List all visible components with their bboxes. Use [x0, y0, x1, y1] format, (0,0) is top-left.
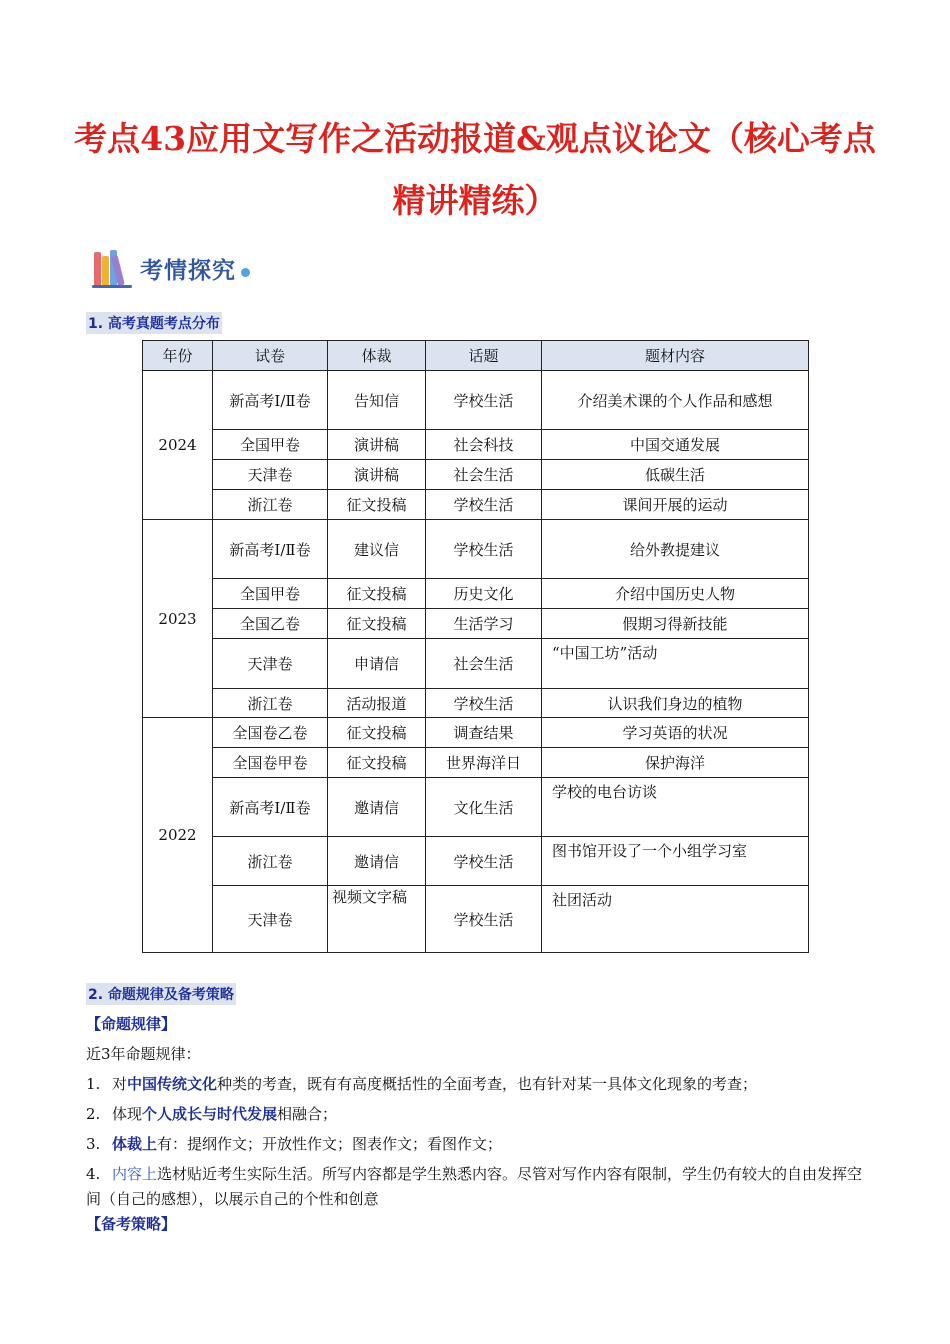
- genre-cell: 征文投稿: [328, 748, 426, 778]
- table-header-row: [143, 341, 809, 371]
- table-row: [143, 490, 809, 520]
- table-row: [143, 689, 809, 718]
- rules-label: [86, 1012, 876, 1037]
- content-cell: 低碳生活: [542, 460, 809, 490]
- genre-cell: 建议信: [328, 520, 426, 579]
- topic-cell: 学校生活: [426, 371, 542, 430]
- dot-icon: [241, 268, 250, 277]
- books-icon: [92, 248, 134, 288]
- section2-heading: 2. 命题规律及备考策略: [86, 983, 236, 1005]
- paper-cell: 全国卷乙卷: [213, 718, 328, 748]
- header-topic: 话题: [426, 341, 542, 371]
- table-row: [143, 460, 809, 490]
- header-paper: 试卷: [213, 341, 328, 371]
- table-row: [143, 371, 809, 430]
- paper-cell: 天津卷: [213, 886, 328, 953]
- rule-post: 种类的考查，既有有高度概括性的全面考查，也有针对某一具体文化现象的考查；: [217, 1075, 758, 1093]
- genre-cell: 视频文字稿: [328, 886, 426, 953]
- content-cell: 图书馆开设了一个小组学习室: [542, 837, 809, 886]
- rule-highlight: 个人成长与时代发展: [142, 1105, 278, 1123]
- rule-post: 有：提纲作文；开放性作文；图表作文；看图作文；: [157, 1135, 503, 1153]
- rule-number: 2.: [86, 1105, 101, 1123]
- paper-cell: 浙江卷: [213, 490, 328, 520]
- header-genre: 体裁: [328, 341, 426, 371]
- table-row: [143, 430, 809, 460]
- rule-item-4: [86, 1162, 876, 1212]
- strategy-label: [86, 1212, 876, 1237]
- rule-number: 4.: [86, 1165, 101, 1183]
- genre-cell: 告知信: [328, 371, 426, 430]
- genre-cell: 征文投稿: [328, 490, 426, 520]
- rule-pre: 对: [112, 1075, 128, 1093]
- topic-cell: 社会生活: [426, 460, 542, 490]
- content-cell: 学习英语的状况: [542, 718, 809, 748]
- table-row: [143, 886, 809, 953]
- rule-number: 1.: [86, 1075, 101, 1093]
- rule-highlight: 体裁上: [112, 1135, 158, 1153]
- paper-cell: 全国甲卷: [213, 579, 328, 609]
- table-row: [143, 718, 809, 748]
- paper-cell: 全国乙卷: [213, 609, 328, 639]
- rule-post: 相融合；: [277, 1105, 338, 1123]
- paper-cell: 天津卷: [213, 639, 328, 689]
- paper-cell: 全国甲卷: [213, 430, 328, 460]
- rule-item-1: [86, 1072, 876, 1097]
- rule-number: 3.: [86, 1135, 101, 1153]
- topic-cell: 世界海洋日: [426, 748, 542, 778]
- topic-cell: 历史文化: [426, 579, 542, 609]
- genre-cell: 申请信: [328, 639, 426, 689]
- paper-cell: 新高考Ⅰ/Ⅱ卷: [213, 520, 328, 579]
- content-cell: “中国工坊”活动: [542, 639, 809, 689]
- genre-cell: 演讲稿: [328, 460, 426, 490]
- topic-cell: 学校生活: [426, 886, 542, 953]
- rule-post: 选材贴近考生实际生活。所写内容都是学生熟悉内容。尽管对写作内容有限制，学生仍有较大的自由发挥空间（自己的感想），以展示自己的个性和创意: [86, 1165, 863, 1208]
- page-title: 考点43应用文写作之活动报道&观点议论文（核心考点精讲精练）: [74, 119, 876, 220]
- topic-cell: 社会科技: [426, 430, 542, 460]
- content-cell: 介绍中国历史人物: [542, 579, 809, 609]
- topic-cell: 调查结果: [426, 718, 542, 748]
- genre-cell: 邀请信: [328, 778, 426, 837]
- content-cell: 给外教提建议: [542, 520, 809, 579]
- paper-cell: 天津卷: [213, 460, 328, 490]
- content-cell: 中国交通发展: [542, 430, 809, 460]
- genre-cell: 演讲稿: [328, 430, 426, 460]
- content-cell: 认识我们身边的植物: [542, 689, 809, 718]
- topic-cell: 文化生活: [426, 778, 542, 837]
- paper-cell: 全国卷甲卷: [213, 748, 328, 778]
- table-row: [143, 579, 809, 609]
- genre-cell: 征文投稿: [328, 609, 426, 639]
- table-row: [143, 837, 809, 886]
- content-cell: 假期习得新技能: [542, 609, 809, 639]
- rules-label-text: 【命题规律】: [86, 1015, 177, 1033]
- genre-cell: 邀请信: [328, 837, 426, 886]
- year-cell: 2023: [143, 520, 213, 718]
- topic-cell: 学校生活: [426, 490, 542, 520]
- genre-cell: 征文投稿: [328, 718, 426, 748]
- header-year: 年份: [143, 341, 213, 371]
- paper-cell: 浙江卷: [213, 837, 328, 886]
- topic-cell: 学校生活: [426, 837, 542, 886]
- table-row: [143, 778, 809, 837]
- topic-cell: 生活学习: [426, 609, 542, 639]
- exam-distribution-table: [142, 340, 809, 953]
- rule-highlight: 内容上: [112, 1165, 158, 1183]
- genre-cell: 活动报道: [328, 689, 426, 718]
- rule-highlight: 中国传统文化: [127, 1075, 218, 1093]
- banner-label: 考情探究: [140, 257, 236, 284]
- table-row: [143, 748, 809, 778]
- section-banner: [92, 246, 250, 290]
- rule-pre: 体现: [112, 1105, 143, 1123]
- content-cell: 学校的电台访谈: [542, 778, 809, 837]
- rule-item-3: [86, 1132, 876, 1157]
- strategy-label-text: 【备考策略】: [86, 1215, 177, 1233]
- table-row: [143, 609, 809, 639]
- content-cell: 课间开展的运动: [542, 490, 809, 520]
- year-cell: 2022: [143, 718, 213, 953]
- section1-heading: 1. 高考真题考点分布: [86, 312, 222, 334]
- paper-cell: 新高考Ⅰ/Ⅱ卷: [213, 778, 328, 837]
- genre-cell: 征文投稿: [328, 579, 426, 609]
- paper-cell: 浙江卷: [213, 689, 328, 718]
- topic-cell: 社会生活: [426, 639, 542, 689]
- content-cell: 社团活动: [542, 886, 809, 953]
- year-cell: 2024: [143, 371, 213, 520]
- content-cell: 介绍美术课的个人作品和感想: [542, 371, 809, 430]
- rules-intro: 近3年命题规律：: [86, 1045, 201, 1063]
- topic-cell: 学校生活: [426, 520, 542, 579]
- rule-item-2: [86, 1102, 876, 1127]
- table-row: [143, 639, 809, 689]
- topic-cell: 学校生活: [426, 689, 542, 718]
- table-row: [143, 520, 809, 579]
- paper-cell: 新高考Ⅰ/Ⅱ卷: [213, 371, 328, 430]
- content-cell: 保护海洋: [542, 748, 809, 778]
- header-content: 题材内容: [542, 341, 809, 371]
